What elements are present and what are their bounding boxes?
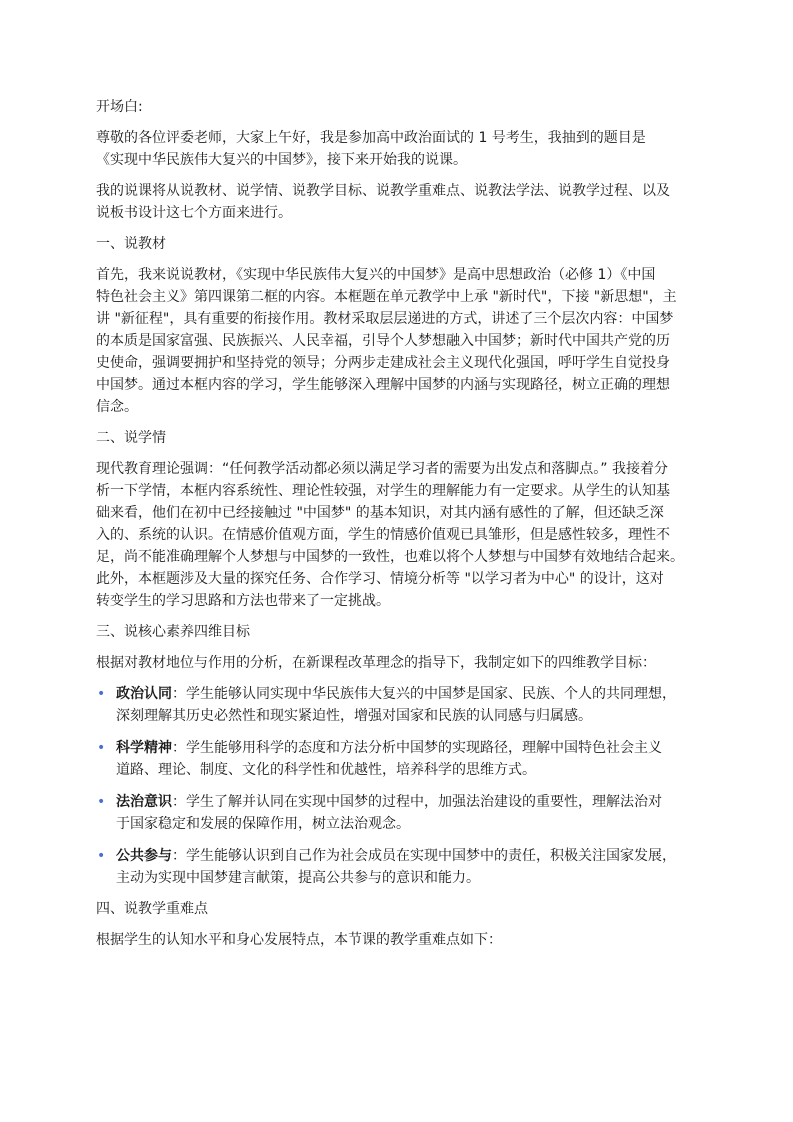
text-line: 析一下学情，本框内容系统性、理论性较强，对学生的理解能力有一定要求。从学生的认知基: [96, 483, 670, 499]
text-line: 史使命，强调要拥护和坚持党的领导；分两步走建成社会主义现代化强国，呼吁学生自觉投身: [96, 355, 670, 371]
text-line: 我的说课将从说教材、说学情、说教学目标、说教学重难点、说教法学法、说教学过程、以及: [96, 183, 670, 199]
text-line: 主动为实现中国梦建言献策，提高公共参与的意识和能力。: [116, 870, 480, 886]
text-line: 足，尚不能准确理解个人梦想与中国梦的一致性，也难以将个人梦想与中国梦有效地结合起来。: [96, 549, 684, 565]
goal-text: ：学生了解并认同在实现中国梦的过程中，加强法治建设的重要性，理解法治对: [172, 794, 662, 810]
text-line: 道路、理论、制度、文化的科学性和优越性，培养科学的思维方式。: [116, 762, 536, 778]
text-line: 尊敬的各位评委老师，大家上午好，我是参加高中政治面试的 1 号考生，我抽到的题目是: [96, 130, 646, 146]
text-line: [116, 845, 696, 867]
section-heading-key-points: 四、说教学重难点: [96, 901, 208, 917]
goal-term: 法治意识: [116, 794, 172, 810]
bullet-icon: •: [97, 686, 106, 702]
goal-term: 政治认同: [116, 686, 172, 702]
goals-list: [96, 683, 696, 889]
text-line: 入的、系统的认识。在情感价值观方面，学生的情感价值观已具雏形，但是感性较多，理性不: [96, 527, 670, 543]
document-page: [96, 96, 696, 960]
students-paragraph: [96, 458, 696, 612]
bullet-icon: •: [97, 848, 106, 864]
text-line: 讲 "新征程"，具有重要的衔接作用。教材采取层层递进的方式，讲述了三个层次内容：中国梦: [96, 311, 674, 327]
opening-outline: [96, 180, 696, 224]
text-line: 深刻理解其历史必然性和现实紧迫性，增强对国家和民族的认同感与归属感。: [116, 708, 592, 724]
goal-text: ：学生能够认同实现中华民族伟大复兴的中国梦是国家、民族、个人的共同理想，: [172, 686, 676, 702]
bullet-icon: •: [97, 794, 106, 810]
list-item: [96, 845, 696, 889]
key-points-intro: 根据学生的认知水平和身心发展特点，本节课的教学重难点如下：: [96, 932, 502, 948]
text-line: 转变学生的学习思路和方法也带来了一定挑战。: [96, 593, 390, 609]
text-line: 中国梦。通过本框内容的学习，学生能够深入理解中国梦的内涵与实现路径，树立正确的理想: [96, 377, 670, 393]
list-item: [96, 683, 696, 727]
text-line: 说板书设计这七个方面来进行。: [96, 205, 292, 221]
section-heading-students: 二、说学情: [96, 430, 166, 446]
text-line: [116, 791, 696, 813]
goal-text: ：学生能够用科学的态度和方法分析中国梦的实现路径，理解中国特色社会主义: [172, 740, 662, 756]
text-line: 首先，我来说说教材，《实现中华民族伟大复兴的中国梦》是高中思想政治（必修 1）《中国: [96, 267, 656, 283]
section-heading-textbook: 一、说教材: [96, 236, 166, 252]
list-item: [96, 791, 696, 835]
goal-term: 科学精神: [116, 740, 172, 756]
bullet-icon: •: [97, 740, 106, 756]
opening-label: 开场白:: [96, 99, 143, 115]
text-line: 现代教育理论强调：“任何教学活动都必须以满足学习者的需要为出发点和落脚点。” 我接着分: [96, 461, 668, 477]
text-line: 信念。: [96, 399, 138, 415]
text-line: 此外，本框题涉及大量的探究任务、合作学习、情境分析等 "以学习者为中心" 的设计，这对: [96, 571, 664, 587]
text-line: 于国家稳定和发展的保障作用，树立法治观念。: [116, 816, 410, 832]
text-line: 特色社会主义》第四课第二框的内容。本框题在单元教学中上承 "新时代"，下接 "新思想"，主: [96, 289, 677, 305]
text-line: 的本质是国家富强、民族振兴、人民幸福，引导个人梦想融入中国梦；新时代中国共产党的历: [96, 333, 670, 349]
text-line: [116, 737, 696, 759]
goals-intro: 根据对教材地位与作用的分析，在新课程改革理念的指导下，我制定如下的四维教学目标：: [96, 655, 656, 671]
goal-term: 公共参与: [116, 848, 172, 864]
opening-greeting: [96, 127, 696, 171]
textbook-paragraph: [96, 264, 696, 418]
text-line: [116, 683, 696, 705]
goal-text: ：学生能够认识到自己作为社会成员在实现中国梦中的责任，积极关注国家发展，: [172, 848, 676, 864]
text-line: 《实现中华民族伟大复兴的中国梦》，接下来开始我的说课。: [96, 152, 467, 168]
list-item: [96, 737, 696, 781]
text-line: 础来看，他们在初中已经接触过 "中国梦" 的基本知识，对其内涵有感性的了解，但还缺乏深: [96, 505, 664, 521]
section-heading-goals: 三、说核心素养四维目标: [96, 624, 250, 640]
